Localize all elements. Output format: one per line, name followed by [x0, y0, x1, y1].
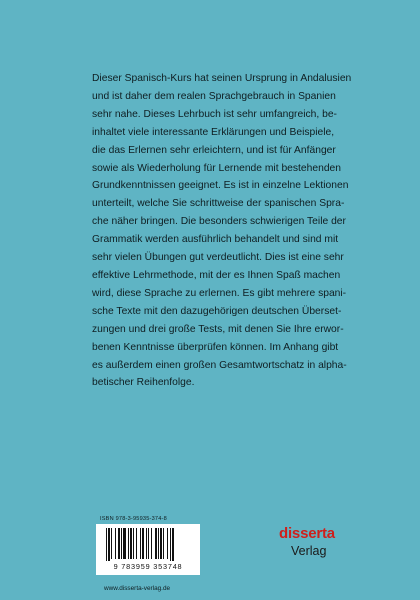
publisher-website: www.disserta-verlag.de	[104, 585, 171, 592]
blurb-line: es außerdem einen großen Gesamtwortschatz in alpha-	[92, 359, 347, 371]
blurb-line: wird, diese Sprache zu erlernen. Es gibt mehrere spani-	[92, 287, 347, 299]
barcode-number: 9 783959 353748	[113, 562, 183, 571]
blurb-line: unterteilt, welche Sie schrittweise der spanischen Spra-	[92, 198, 345, 210]
blurb-line: sowie als Wiederholung für Lernende mit bestehenden	[92, 162, 341, 174]
blurb-line: Grundkenntnissen geeignet. Es ist in einzelne Lektionen	[92, 180, 349, 192]
blurb-line: benen Kenntnisse überprüfen können. Im Anhang gibt	[92, 341, 339, 353]
blurb-line: und ist daher dem realen Sprachgebrauch in Spanien	[92, 90, 336, 102]
blurb-line: effektive Lehrmethode, mit der es Ihnen Spaß machen	[92, 269, 341, 281]
blurb-line: sche Texte mit den dazugehörigen deutschen Überset-	[92, 305, 342, 317]
blurb-line: che näher bringen. Die besonders schwierigen Teile der	[92, 216, 346, 228]
blurb-line: sehr nahe. Dieses Lehrbuch ist sehr umfangreich, be-	[92, 108, 337, 120]
blurb-line: sehr vielen Übungen gut verdeutlicht. Dies ist eine sehr	[92, 252, 344, 264]
logo-line-1: disserta	[279, 525, 335, 542]
isbn-label: ISBN 978-3-95935-374-8	[100, 516, 167, 522]
blurb-line: Dieser Spanisch-Kurs hat seinen Ursprung in Andalusien	[92, 73, 352, 84]
blurb-line: Grammatik werden ausführlich behandelt und sind mit	[92, 234, 339, 246]
blurb-line: inhaltet viele interessante Erklärungen und Beispiele,	[92, 126, 335, 138]
blurb-text	[92, 70, 352, 392]
barcode-bars-icon	[106, 528, 190, 561]
blurb-line: betischer Reihenfolge.	[92, 377, 195, 389]
logo-line-2: Verlag	[291, 544, 327, 558]
blurb-line: zungen und drei große Tests, mit denen Sie Ihre erwor-	[92, 323, 344, 335]
barcode	[96, 524, 200, 575]
publisher-logo	[279, 525, 359, 575]
blurb-line: die das Erlernen sehr erleichtern, und ist für Anfänger	[92, 144, 336, 156]
